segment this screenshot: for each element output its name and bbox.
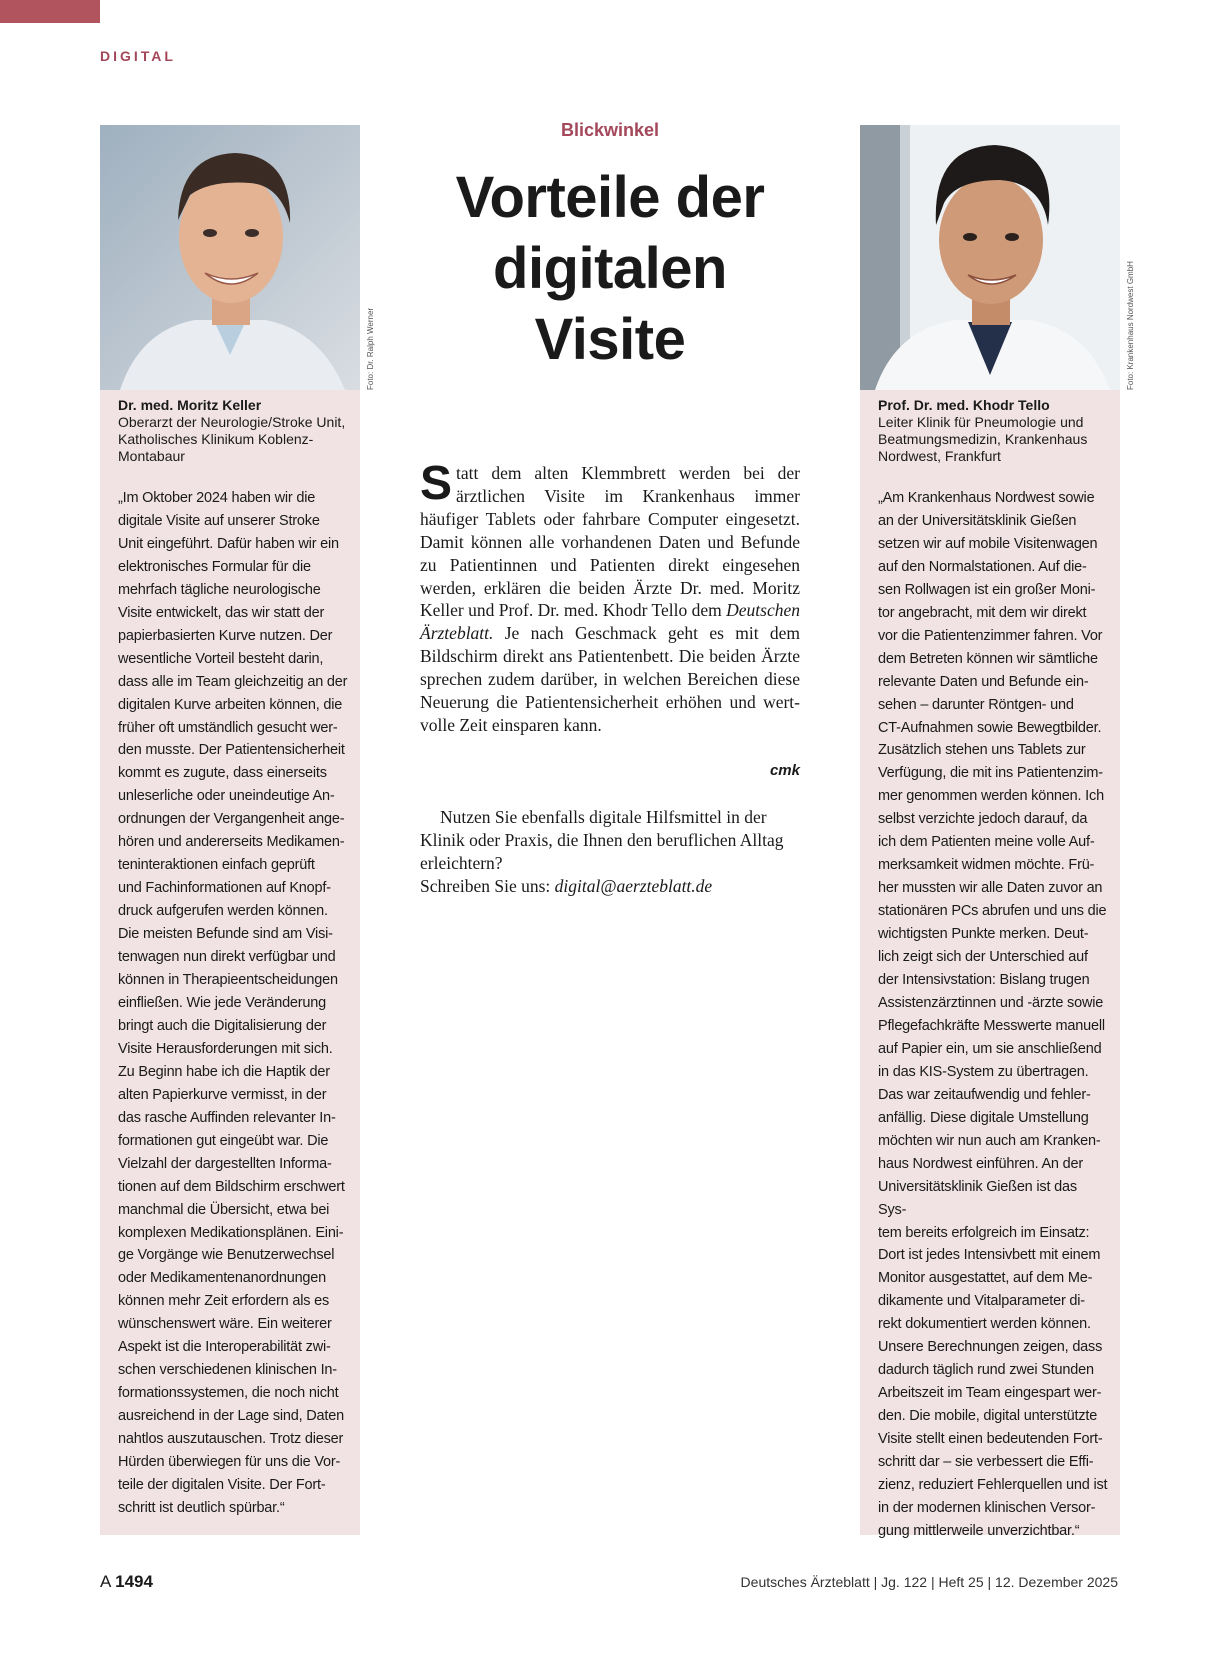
quote-line: bringt auch die Digitalisierung der [118, 1017, 327, 1034]
quote-line: „Am Krankenhaus Nordwest sowie [878, 490, 1095, 506]
quote-line: stationären PCs abrufen und uns die [878, 903, 1107, 920]
right-sidebar [860, 125, 1120, 1539]
kicker: Blickwinkel [560, 120, 660, 140]
quote-line: schritt ist deutlich spürbar.“ [118, 1499, 285, 1516]
quote-line: alten Papierkurve vermisst, in der [118, 1086, 327, 1103]
quote-line: „Im Oktober 2024 haben wir die [118, 490, 316, 506]
quote-line: gung mittlerweile unverzichtbar.“ [878, 1522, 1080, 1539]
quote-line: ordnungen der Vergangenheit ange- [118, 811, 345, 828]
quote-line: Unit eingeführt. Dafür haben wir ein [118, 535, 339, 552]
accent-corner-bar [0, 0, 100, 23]
photo-credit-tello: Foto: Krankenhaus Nordwest GmbH [1126, 261, 1135, 390]
quote-line: kommt es zugute, dass einerseits [118, 765, 327, 782]
quote-line: früher oft umständlich gesucht wer- [118, 719, 338, 736]
quote-line: papierbasierten Kurve nutzen. Der [118, 627, 333, 644]
quote-line: hören und andererseits Medikamen- [118, 834, 345, 851]
portrait-tello [860, 125, 1120, 390]
quote-line: Zu Beginn habe ich die Haptik der [118, 1063, 330, 1080]
quote-line: zienz, reduziert Fehlerquellen und ist [878, 1476, 1108, 1493]
contact-email-link[interactable]: digital@aerzteblatt.de [554, 875, 713, 896]
headline: Vorteile der digitalen Visite [455, 165, 765, 372]
quote-line: dikamente und Vitalparameter di- [878, 1293, 1085, 1310]
quote-line: das rasche Auffinden relevanter In- [118, 1109, 336, 1126]
quote-line: Visite entwickelt, das wir statt der [118, 604, 325, 621]
photo-credit-keller: Foto: Dr. Ralph Werner [366, 307, 375, 390]
quote-line: digitalen Kurve arbeiten können, die [118, 696, 343, 713]
journal-footer: Deutsches Ärzteblatt | Jg. 122 | Heft 25 | 12. Dezember 2025 [740, 1574, 1118, 1590]
quote-line: CT-Aufnahmen sowie Bewegtbilder. [878, 719, 1102, 736]
quote-line: ich dem Patienten meine volle Auf- [878, 834, 1095, 851]
quote-line: anfällig. Diese digitale Umstellung [878, 1109, 1089, 1126]
intro-paragraph: Statt dem alten Klemmbrett werden bei der ärztlichen Visite im Krankenhaus immer häufiger Tablets oder fahrbare Computer eingesetzt. Damit können alle vorhandenen Daten und Befunde zu Patientinnen und Patienten direkt eingesehen werden, erklären die beiden Ärzte Dr. med. Moritz Keller und Prof. Dr. med. Khodr Tello dem Deutschen Ärzteblatt. Je nach Geschmack geht es mit dem Bildschirm direkt ans Patientenbett. Die beiden Ärzte sprechen zudem darüber, in welchen Bereichen diese Neuerung die Patientensicherheit erhöhen und wertvolle Zeit einsparen kann. [420, 457, 800, 735]
quote-line: Visite Herausforderungen mit sich. [118, 1040, 333, 1057]
quote-line: oder Medikamentenanordnungen [118, 1270, 327, 1287]
quote-line: elektronisches Formular für die [118, 558, 311, 575]
quote-line: Die meisten Befunde sind am Visi- [118, 926, 333, 943]
quote-line: und Fachinformationen auf Knopf- [118, 880, 331, 897]
quote-line: Visite stellt einen bedeutenden Fort- [878, 1431, 1103, 1448]
quote-line: sehen – darunter Röntgen- und [878, 696, 1074, 713]
quote-line: auf Papier ein, um sie anschließend [878, 1040, 1102, 1057]
quote-line: schen verschiedenen klinischen In- [118, 1362, 337, 1379]
author-signature: cmk [769, 762, 800, 779]
quote-line: druck aufgerufen werden können. [118, 903, 328, 920]
quote-line: der Intensivstation: Bislang trugen [878, 972, 1090, 989]
quote-line: rekt dokumentiert werden können. [878, 1316, 1091, 1333]
quote-line: relevante Daten und Befunde ein- [878, 673, 1089, 690]
quote-line: können in Therapieentscheidungen [118, 972, 338, 989]
quote-line: komplexen Medikationsplänen. Eini- [118, 1224, 344, 1241]
quote-line: nahtlos auszutauschen. Trotz dieser [118, 1431, 344, 1448]
quote-tello [878, 487, 1108, 1543]
quote-line: Arbeitszeit im Team eingespart wer- [878, 1385, 1102, 1402]
quote-line: vor die Patientenzimmer fahren. Vor [878, 627, 1103, 644]
page-number: A 1494 [100, 1572, 153, 1591]
portrait-keller [100, 125, 360, 390]
quote-line: formationssystemen, die noch nicht [118, 1385, 339, 1402]
quote-line: können mehr Zeit erfordern als es [118, 1293, 330, 1310]
person-tello [878, 397, 1108, 465]
quote-line: unleserliche oder uneindeutige An- [118, 788, 335, 805]
person-name: Dr. med. Moritz Keller [118, 397, 262, 413]
left-sidebar [100, 125, 360, 1535]
quote-line: her mussten wir alle Daten zuvor an [878, 880, 1103, 897]
quote-line: teile der digitalen Visite. Der Fort- [118, 1476, 326, 1493]
publication-name: Deutschen Ärzteblatt. [420, 600, 800, 644]
quote-line: Pflegefachkräfte Messwerte manuell [878, 1017, 1105, 1034]
quote-line: dass alle im Team gleichzeitig an der [118, 673, 348, 690]
quote-line: möchten wir nun auch am Kranken- [878, 1132, 1101, 1149]
quote-line: Hürden überwiegen für uns die Vor- [118, 1454, 341, 1471]
quote-line: Unsere Berechnungen zeigen, dass [878, 1339, 1103, 1356]
quote-line: einfließen. Wie jede Veränderung [118, 994, 327, 1011]
quote-line: wesentliche Vorteil besteht darin, [118, 650, 324, 667]
quote-line: Universitätsklinik Gießen ist das Sys- [878, 1178, 1077, 1218]
quote-line: in der modernen klinischen Versor- [878, 1499, 1096, 1516]
quote-line: Monitor ausgestattet, auf dem Me- [878, 1270, 1093, 1287]
quote-line: Das war zeitaufwendig und fehler- [878, 1086, 1091, 1103]
quote-keller [118, 487, 348, 1520]
quote-line: Dort ist jedes Intensivbett mit einem [878, 1247, 1101, 1264]
quote-line: Vielzahl der dargestellten Informa- [118, 1155, 332, 1172]
quote-line: schritt dar – sie verbessert die Effi- [878, 1454, 1094, 1471]
quote-line: lich zeigt sich der Unterschied auf [878, 949, 1088, 966]
quote-line: merksamkeit widmen möchte. Frü- [878, 857, 1095, 874]
quote-line: in das KIS-System zu übertragen. [878, 1063, 1089, 1080]
section-label: DIGITAL [100, 48, 176, 64]
person-keller [118, 397, 348, 465]
quote-line: sen Rollwagen ist ein großer Moni- [878, 581, 1096, 598]
quote-line: tionen auf dem Bildschirm erschwert [118, 1178, 345, 1195]
quote-line: setzen wir auf mobile Visitenwagen [878, 535, 1098, 552]
quote-line: wünschenswert wäre. Ein weiterer [118, 1316, 332, 1333]
quote-line: ge Vorgänge wie Benutzerwechsel [118, 1247, 335, 1264]
quote-line: auf den Normalstationen. Auf die- [878, 558, 1087, 575]
quote-line: teninteraktionen einfach geprüft [118, 857, 315, 874]
quote-line: den musste. Der Patientensicherheit [118, 742, 345, 759]
quote-line: ausreichend in der Lage sind, Daten [118, 1408, 344, 1425]
quote-line: an der Universitätsklinik Gießen [878, 512, 1077, 529]
call-to-action: Nutzen Sie ebenfalls digitale Hilfsmittel in der Klinik oder Praxis, die Ihnen den beruflichen Alltag erleichtern? Schreiben Sie uns: digital@aerzteblatt.de [420, 807, 784, 896]
quote-line: tenwagen nun direkt verfügbar und [118, 949, 336, 966]
quote-line: mehrfach tägliche neurologische [118, 581, 321, 598]
quote-line: Assistenzärztinnen und -ärzte sowie [878, 994, 1104, 1011]
drop-cap: S [420, 457, 453, 510]
quote-line: formationen gut eingeübt war. Die [118, 1132, 329, 1149]
quote-line: wichtigsten Punkte merken. Deut- [878, 926, 1089, 943]
quote-line: dem Betreten können wir sämtliche [878, 650, 1098, 667]
quote-line: Aspekt ist die Interoperabilität zwi- [118, 1339, 331, 1356]
quote-line: dadurch täglich rund zwei Stunden [878, 1362, 1094, 1379]
quote-line: manchmal die Übersicht, etwa bei [118, 1201, 330, 1218]
quote-line: tem bereits erfolgreich im Einsatz: [878, 1224, 1090, 1241]
person-name: Prof. Dr. med. Khodr Tello [878, 397, 1050, 413]
quote-line: digitale Visite auf unserer Stroke [118, 512, 320, 529]
quote-line: tor angebracht, mit dem wir direkt [878, 604, 1087, 621]
quote-line: selbst verzichte jedoch darauf, da [878, 811, 1088, 828]
quote-line: Zusätzlich stehen uns Tablets zur [878, 742, 1086, 759]
person-role: Oberarzt der Neurologie/Stroke Unit, Katholisches Klinikum Koblenz- Montabaur [118, 414, 346, 464]
quote-line: mer genommen werden können. Ich [878, 788, 1104, 805]
quote-line: den. Die mobile, digital unterstützte [878, 1408, 1098, 1425]
quote-line: haus Nordwest einführen. An der [878, 1155, 1083, 1172]
quote-line: Verfügung, die mit ins Patientenzim- [878, 765, 1103, 782]
person-role: Leiter Klinik für Pneumologie und Beatmungsmedizin, Krankenhaus Nordwest, Frankfurt [878, 414, 1088, 464]
